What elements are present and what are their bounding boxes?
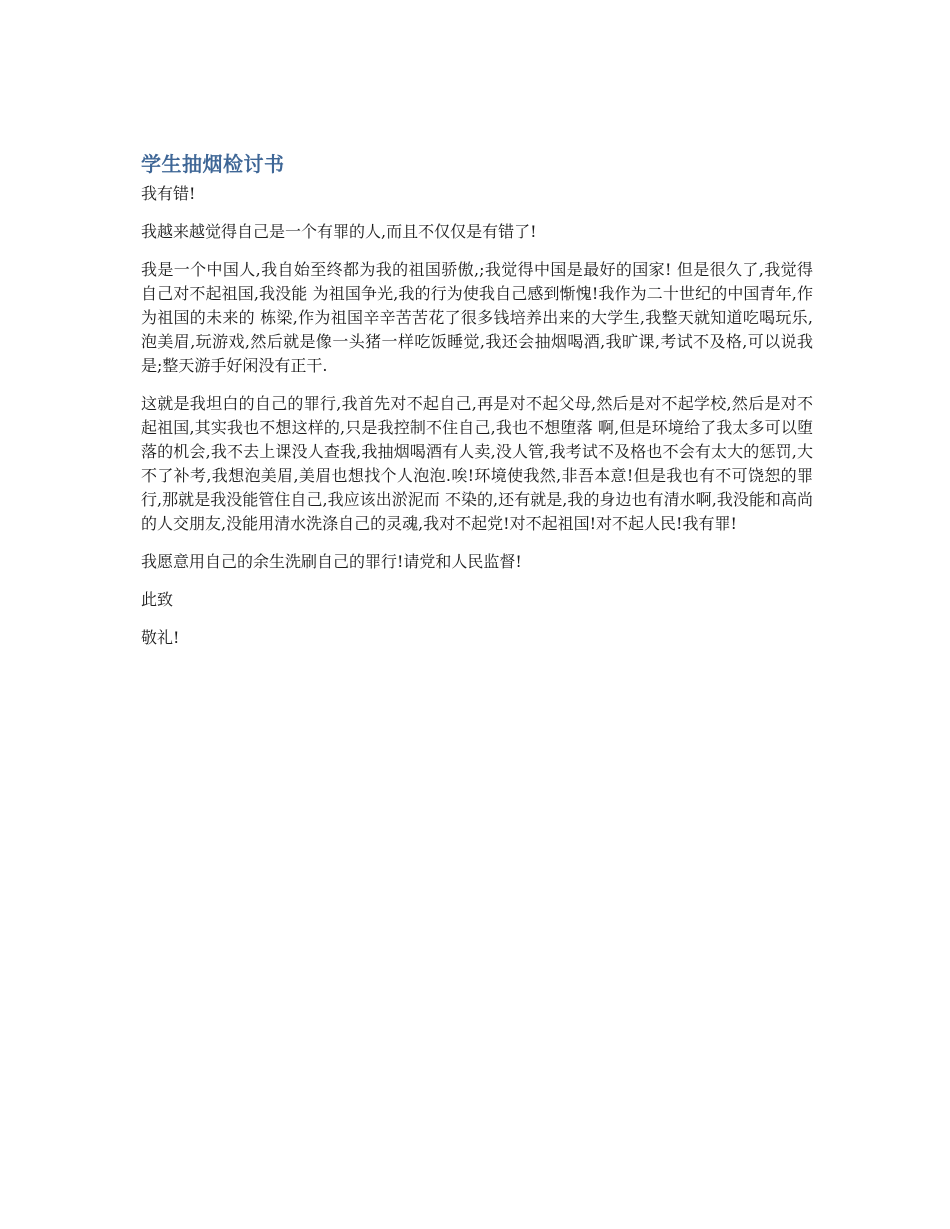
paragraph-resolution: 我愿意用自己的余生洗刷自己的罪行!请党和人民监督! — [141, 552, 522, 571]
paragraph-admission: 我越来越觉得自己是一个有罪的人,而且不仅仅是有错了! — [141, 222, 537, 241]
document-title: 学生抽烟检讨书 — [141, 152, 285, 176]
paragraph-confession: 这就是我坦白的自己的罪行,我首先对不起自己,再是对不起父母,然后是对不起学校,然后是对不起祖国,其实我也不想这样的,只是我控制不住自己,我也不想堕落 啊,但是环境给了我太多可以堕落的机会,我不去上课没人查我,我抽烟喝酒有人卖,没人管,我考试不及格也不会有太大的惩罚,大不了补考,我想泡美眉,美眉也想找个人泡泡.唉!环境使我然,非吾本意!但是我也有不可饶恕的罪行,那就是我没能管住自己,我应该出淤泥而 不染的,还有就是,我的身边也有清水啊,我没能和高尚的人交朋友,没能用清水洗涤自己的灵魂,我对不起党!对不起祖国!对不起人民!我有罪! — [141, 394, 813, 533]
paragraph-patriotism: 我是一个中国人,我自始至终都为我的祖国骄傲,;我觉得中国是最好的国家! 但是很久了,我觉得自己对不起祖国,我没能 为祖国争光,我的行为使我自己感到惭愧!我作为二十世纪的中国青年,作为祖国的未来的 栋梁,作为祖国辛辛苦苦花了很多钱培养出来的大学生,我整天就知道吃喝玩乐,泡美眉,玩游戏,然后就是像一头猪一样吃饭睡觉,我还会抽烟喝酒,我旷课,考试不及格,可以说我是;整天游手好闲没有正干. — [141, 260, 813, 375]
closing-salutation: 此致 — [141, 590, 174, 609]
document-body — [141, 150, 813, 664]
paragraph-opening: 我有错! — [141, 184, 196, 203]
closing-regards: 敬礼! — [141, 628, 180, 647]
